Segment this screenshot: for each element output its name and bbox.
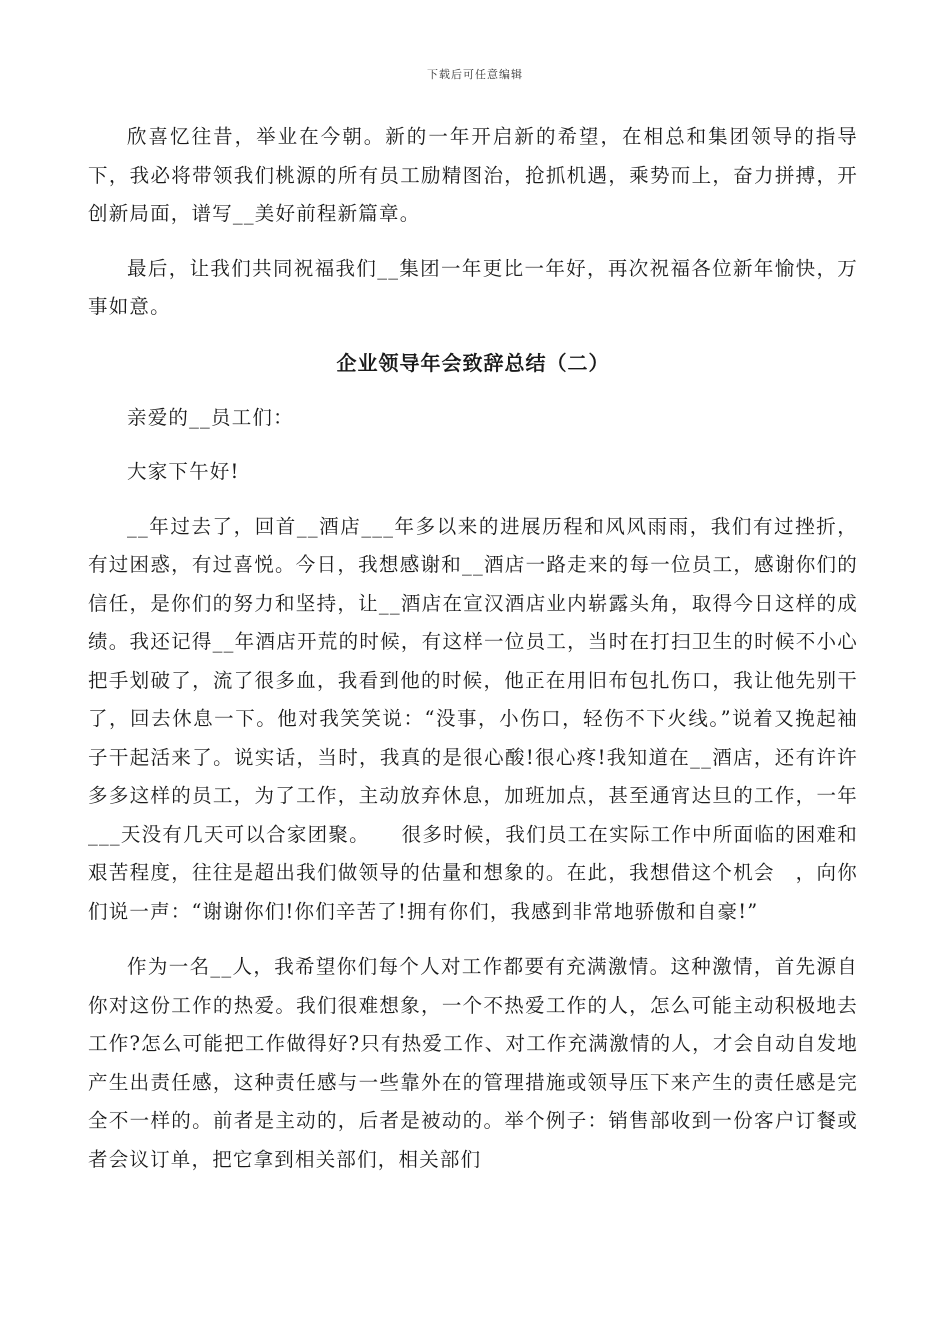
- section-title: 企业领导年会致辞总结（二）: [336, 350, 610, 375]
- paragraph-gap: [88, 931, 858, 948]
- paragraph-gap: [88, 327, 858, 343]
- paragraph-gap: [88, 437, 858, 453]
- paragraph-thanks-staff: __年过去了，回首__酒店___年多以来的进展历程和风风雨雨，我们有过挫折，有过困惑，有过喜悦。今日，我想感谢和__酒店一路走来的每一位员工，感谢你们的信任，是你们的努力和坚持，让__酒店在宣汉酒店业内崭露头角，取得今日这样的成绩。我还记得__年酒店开荒的时候，有这样一位员工，当时在打扫卫生的时候不小心把手划破了，流了很多血，我看到他的时候，他正在用旧布包扎伤口，我让他先别干了，回去休息一下。他对我笑笑说：“没事，小伤口，轻伤不下火线。”说着又挽起袖子干起活来了。说实话，当时，我真的是很心酸!很心疼!我知道在__酒店，还有许许多多这样的员工，为了工作，主动放弃休息，加班加点，甚至通宵达旦的工作，一年___天没有几天可以合家团聚。 很多时候，我们员工在实际工作中所面临的困难和艰苦程度，往往是超出我们做领导的估量和想象的。在此，我想借这个机会 ，向你们说一声：“谢谢你们!你们辛苦了!拥有你们，我感到非常地骄傲和自豪!”: [88, 514, 858, 923]
- paragraph-looking-back: 欣喜忆往昔，举业在今朝。新的一年开启新的希望，在相总和集团领导的指导下，我必将带领我们桃源的所有员工励精图治，抢抓机遇，乘势而上，奋力拼搏，开创新局面，谱写__美好前程新篇章。: [88, 125, 858, 225]
- document-body: [88, 118, 858, 1179]
- paragraph-gap: [88, 383, 858, 399]
- salutation: 亲爱的__员工们：: [127, 405, 294, 429]
- greeting: 大家下午好!: [127, 460, 240, 483]
- paragraph-gap: [88, 492, 858, 508]
- paragraph-closing-wishes: 最后，让我们共同祝福我们__集团一年更比一年好，再次祝福各位新年愉快，万事如意。: [88, 256, 858, 318]
- paragraph-gap: [88, 234, 858, 250]
- page-header-note: 下载后可任意编辑: [427, 68, 523, 81]
- paragraph-passion-for-work: 作为一名__人，我希望你们每个人对工作都要有充满激情。这种激情，首先源自你对这份工作的热爱。我们很难想象，一个不热爱工作的人，怎么可能主动积极地去工作?怎么可能把工作做得好?只有热爱工作、对工作充满激情的人，才会自动自发地产生出责任感，这种责任感与一些靠外在的管理措施或领导压下来产生的责任感是完全不一样的。前者是主动的，后者是被动的。举个例子：销售部收到一份客户订餐或者会议订单，把它拿到相关部们，相关部们: [88, 955, 858, 1171]
